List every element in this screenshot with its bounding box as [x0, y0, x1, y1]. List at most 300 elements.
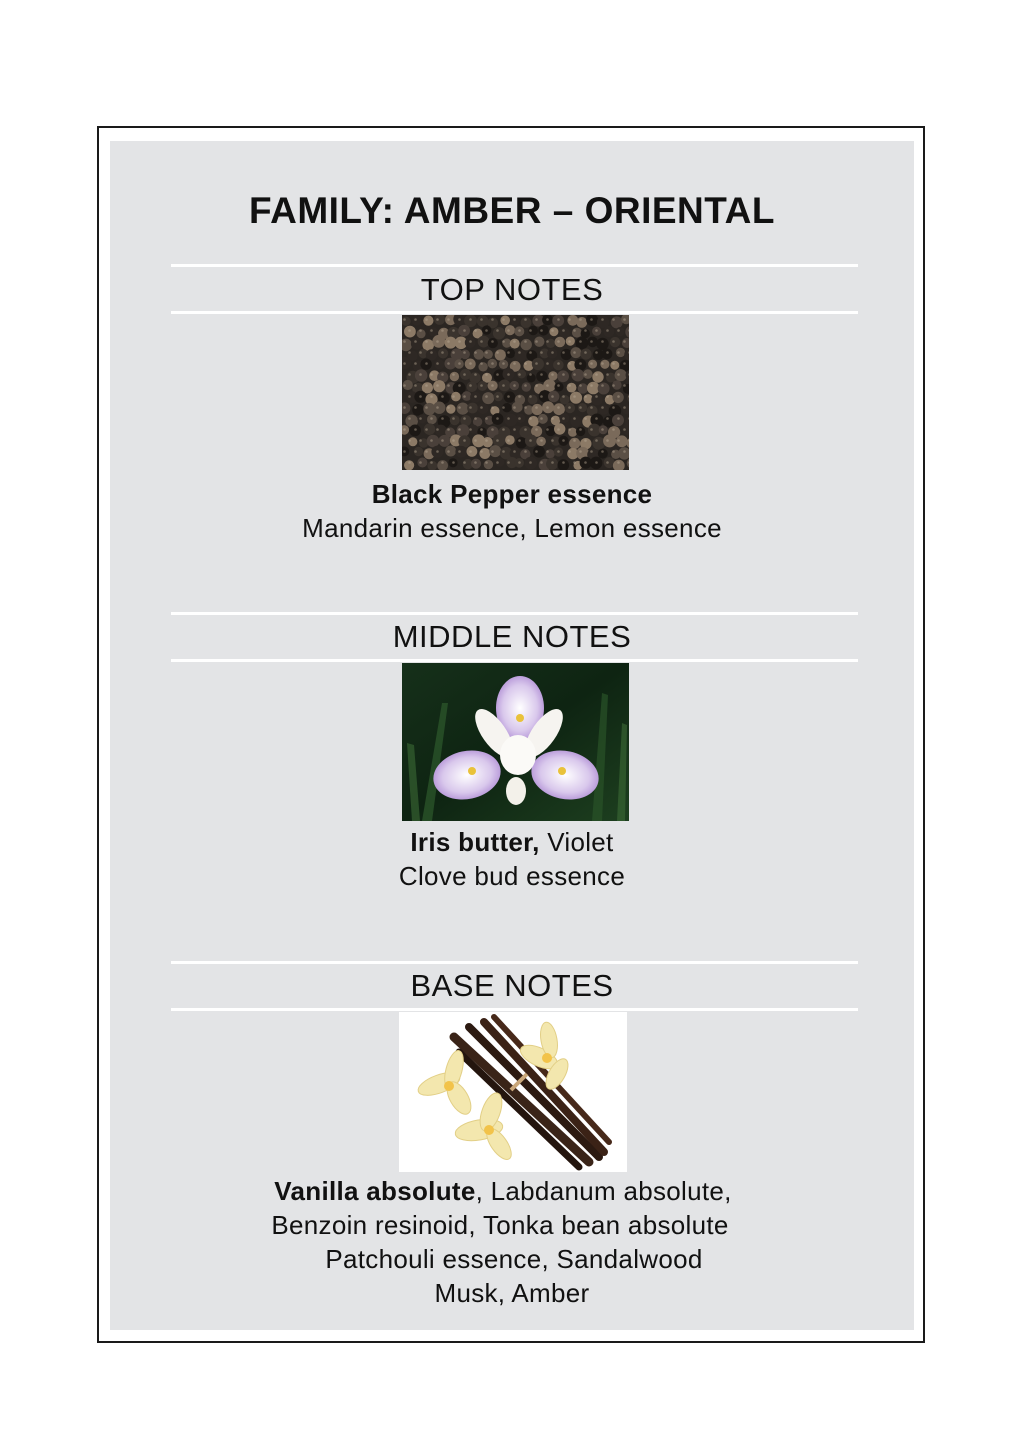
peppercorn-highlight	[436, 406, 439, 409]
peppercorn-highlight	[441, 395, 444, 398]
peppercorn-highlight	[606, 395, 609, 398]
peppercorn-highlight	[452, 329, 455, 332]
middle-notes-heading: MIDDLE NOTES	[392, 619, 632, 654]
peppercorn-highlight	[606, 329, 609, 332]
peppercorn-highlight	[419, 351, 422, 354]
peppercorn-highlight	[436, 428, 439, 431]
peppercorn-highlight	[491, 340, 494, 343]
peppercorn-highlight	[491, 450, 494, 453]
peppercorn-highlight	[474, 395, 477, 398]
peppercorn-highlight	[469, 428, 472, 431]
peppercorn-highlight	[419, 439, 422, 442]
peppercorn-highlight	[595, 461, 598, 464]
peppercorn-highlight	[590, 384, 593, 387]
peppercorn-highlight	[480, 384, 483, 387]
peppercorn-highlight	[425, 450, 428, 453]
peppercorn	[572, 369, 585, 382]
peppercorn-highlight	[562, 329, 565, 332]
peppercorn-highlight	[507, 351, 510, 354]
peppercorn	[602, 349, 613, 360]
peppercorn-highlight	[513, 406, 516, 409]
peppercorn-highlight	[590, 406, 593, 409]
peppercorn-highlight	[612, 406, 615, 409]
peppercorn-highlight	[579, 428, 582, 431]
peppercorn-highlight	[623, 384, 626, 387]
peppercorn-highlight	[540, 461, 543, 464]
peppercorn-highlight	[458, 406, 461, 409]
peppercorn-highlight	[546, 428, 549, 431]
peppercorn	[612, 414, 624, 426]
peppercorn-highlight	[436, 340, 439, 343]
note-text: Patchouli essence, Sandalwood	[325, 1244, 703, 1274]
peppercorn	[484, 350, 493, 359]
peppercorn-highlight	[403, 450, 406, 453]
peppercorn	[427, 435, 440, 448]
peppercorn-highlight	[496, 461, 499, 464]
note-text: Benzoin resinoid, Tonka bean absolute	[271, 1210, 729, 1240]
peppercorn-highlight	[419, 461, 422, 464]
peppercorn-highlight	[546, 384, 549, 387]
peppercorn-highlight	[485, 373, 488, 376]
peppercorn-highlight	[469, 406, 472, 409]
peppercorn-highlight	[513, 362, 516, 365]
peppercorn	[528, 395, 538, 405]
peppercorn-highlight	[584, 395, 587, 398]
peppercorn-highlight	[502, 384, 505, 387]
peppercorn-highlight	[458, 318, 461, 321]
peppercorn-highlight	[425, 428, 428, 431]
peppercorn-highlight	[551, 461, 554, 464]
peppercorn	[505, 414, 518, 427]
peppercorn	[433, 380, 445, 392]
peppercorn	[570, 347, 581, 358]
peppercorn-highlight	[414, 428, 417, 431]
top-notes-list	[0, 477, 1024, 545]
peppercorn-highlight	[458, 362, 461, 365]
peppercorn-highlight	[408, 351, 411, 354]
peppercorn	[450, 415, 460, 425]
peppercorn-highlight	[568, 318, 571, 321]
peppercorn-highlight	[430, 461, 433, 464]
peppercorn	[538, 325, 549, 336]
peppercorn-highlight	[529, 395, 532, 398]
peppercorn	[467, 382, 478, 393]
peppercorn	[515, 350, 527, 362]
peppercorn	[412, 404, 424, 416]
peppercorn	[554, 423, 565, 434]
peppercorn-highlight	[551, 395, 554, 398]
peppercorn-highlight	[403, 318, 406, 321]
peppercorn-highlight	[408, 439, 411, 442]
peppercorn-highlight	[557, 340, 560, 343]
peppercorn-highlight	[606, 373, 609, 376]
peppercorn-highlight	[436, 450, 439, 453]
peppercorn-highlight	[551, 373, 554, 376]
note-line	[4, 1242, 1024, 1276]
peppercorn	[592, 437, 605, 450]
peppercorn-highlight	[491, 428, 494, 431]
peppercorn-highlight	[551, 329, 554, 332]
peppercorn-highlight	[584, 373, 587, 376]
peppercorn	[433, 402, 445, 414]
peppercorn-highlight	[480, 318, 483, 321]
peppercorn-highlight	[540, 329, 543, 332]
peppercorn	[538, 414, 548, 424]
peppercorn-highlight	[480, 406, 483, 409]
peppercorn-highlight	[408, 373, 411, 376]
peppercorn	[489, 445, 501, 457]
peppercorn-highlight	[463, 461, 466, 464]
peppercorn	[423, 316, 433, 326]
peppercorn-highlight	[419, 373, 422, 376]
peppercorn-highlight	[491, 362, 494, 365]
peppercorn-highlight	[562, 439, 565, 442]
peppercorn-highlight	[524, 428, 527, 431]
peppercorn	[477, 315, 489, 327]
peppercorn-highlight	[612, 384, 615, 387]
peppercorn	[610, 361, 619, 370]
peppercorn-highlight	[551, 351, 554, 354]
peppercorn	[446, 404, 455, 413]
peppercorn-highlight	[579, 384, 582, 387]
peppercorn-highlight	[579, 318, 582, 321]
peppercorn-highlight	[584, 329, 587, 332]
peppercorn	[574, 359, 586, 371]
peppercorn-highlight	[601, 384, 604, 387]
peppercorn	[576, 427, 585, 436]
peppercorn	[417, 458, 427, 468]
peppercorn-highlight	[557, 318, 560, 321]
peppercorn-highlight	[590, 450, 593, 453]
divider-rule	[171, 1008, 858, 1011]
note-bold: Vanilla absolute	[274, 1176, 476, 1206]
peppercorn-highlight	[414, 450, 417, 453]
peppercorn-highlight	[529, 461, 532, 464]
peppercorn-highlight	[441, 417, 444, 420]
peppercorn-highlight	[419, 329, 422, 332]
peppercorn	[478, 336, 490, 348]
peppercorn-highlight	[617, 329, 620, 332]
peppercorn	[545, 426, 555, 436]
peppercorn-highlight	[546, 340, 549, 343]
peppercorn-highlight	[480, 340, 483, 343]
peppercorn	[460, 350, 470, 360]
peppercorn-highlight	[524, 340, 527, 343]
peppercorn-highlight	[474, 351, 477, 354]
peppercorn-highlight	[623, 362, 626, 365]
vanilla-pods-photo	[399, 1012, 627, 1172]
peppercorn	[493, 327, 505, 339]
peppercorn-highlight	[452, 395, 455, 398]
peppercorn	[429, 327, 438, 336]
peppercorn-highlight	[595, 373, 598, 376]
peppercorn-highlight	[562, 395, 565, 398]
peppercorn-highlight	[463, 439, 466, 442]
middle-notes-list	[0, 825, 1024, 893]
peppercorn-highlight	[529, 329, 532, 332]
peppercorn-highlight	[447, 362, 450, 365]
peppercorn	[576, 317, 587, 328]
divider-rule	[171, 264, 858, 267]
peppercorn-highlight	[447, 406, 450, 409]
peppercorn-highlight	[524, 406, 527, 409]
peppercorn-highlight	[546, 406, 549, 409]
page-title: FAMILY: AMBER – ORIENTAL	[249, 190, 775, 231]
peppercorn-highlight	[507, 461, 510, 464]
peppercorn	[510, 339, 520, 349]
peppercorn-highlight	[590, 340, 593, 343]
peppercorn-highlight	[441, 351, 444, 354]
peppercorn-highlight	[513, 450, 516, 453]
peppercorn-highlight	[469, 450, 472, 453]
peppercorn	[412, 316, 421, 325]
peppercorn	[484, 460, 493, 469]
peppercorn-highlight	[474, 461, 477, 464]
peppercorn	[506, 349, 515, 358]
peppercorn-highlight	[425, 362, 428, 365]
peppercorn-highlight	[507, 395, 510, 398]
peppercorn-highlight	[408, 417, 411, 420]
peppercorn-highlight	[623, 428, 626, 431]
peppercorn-highlight	[546, 362, 549, 365]
peppercorn-highlight	[595, 439, 598, 442]
peppercorn-highlight	[452, 373, 455, 376]
peppercorn-highlight	[436, 384, 439, 387]
peppercorn-highlight	[579, 450, 582, 453]
peppercorn-highlight	[430, 395, 433, 398]
peppercorn-highlight	[447, 340, 450, 343]
peppercorn-highlight	[430, 351, 433, 354]
peppercorn-highlight	[408, 329, 411, 332]
peppercorn-highlight	[408, 461, 411, 464]
peppercorn-highlight	[617, 351, 620, 354]
peppercorn-highlight	[557, 384, 560, 387]
peppercorn-highlight	[513, 340, 516, 343]
peppercorn-highlight	[540, 373, 543, 376]
peppercorn-highlight	[441, 373, 444, 376]
peppercorn-highlight	[540, 439, 543, 442]
peppercorn-highlight	[529, 439, 532, 442]
peppercorn-highlight	[463, 329, 466, 332]
peppercorn-highlight	[584, 461, 587, 464]
peppercorn-highlight	[573, 395, 576, 398]
peppercorn-highlight	[518, 417, 521, 420]
peppercorn-highlight	[403, 406, 406, 409]
peppercorn	[598, 449, 608, 459]
peppercorn	[572, 328, 582, 338]
peppercorn-highlight	[469, 384, 472, 387]
peppercorn	[596, 338, 608, 350]
peppercorn-highlight	[502, 450, 505, 453]
peppercorn-highlight	[419, 395, 422, 398]
peppercorn-highlight	[496, 351, 499, 354]
peppercorn	[532, 404, 543, 415]
note-line	[0, 859, 1024, 893]
peppercorn-highlight	[436, 362, 439, 365]
peppercorn-highlight	[502, 362, 505, 365]
peppercorn	[560, 328, 570, 338]
peppercorn-highlight	[590, 362, 593, 365]
peppercorn-highlight	[430, 329, 433, 332]
peppercorn-highlight	[463, 373, 466, 376]
divider-rule	[171, 311, 858, 314]
peppercorn-highlight	[496, 439, 499, 442]
peppercorn-highlight	[573, 439, 576, 442]
peppercorn-highlight	[612, 318, 615, 321]
peppercorn-highlight	[403, 428, 406, 431]
peppercorn-highlight	[447, 318, 450, 321]
peppercorn	[467, 446, 478, 457]
peppercorn	[432, 335, 445, 348]
peppercorn-highlight	[606, 351, 609, 354]
peppercorn-highlight	[524, 362, 527, 365]
note-line	[0, 1208, 1024, 1242]
peppercorn-highlight	[573, 351, 576, 354]
peppercorn	[561, 349, 572, 360]
peppercorn-highlight	[595, 329, 598, 332]
peppercorn-highlight	[557, 362, 560, 365]
peppercorn-highlight	[617, 373, 620, 376]
peppercorn-highlight	[573, 417, 576, 420]
peppercorn-highlight	[513, 428, 516, 431]
peppercorn-highlight	[595, 417, 598, 420]
peppercorn-highlight	[623, 406, 626, 409]
peppercorn-highlight	[568, 362, 571, 365]
peppercorn-highlight	[590, 318, 593, 321]
peppercorn-highlight	[595, 395, 598, 398]
peppercorn-highlight	[595, 351, 598, 354]
peppercorn	[434, 359, 444, 369]
peppercorn	[570, 392, 582, 404]
peppercorn-highlight	[513, 384, 516, 387]
peppercorn-highlight	[414, 318, 417, 321]
peppercorn-highlight	[573, 373, 576, 376]
peppercorn-highlight	[601, 340, 604, 343]
peppercorn-highlight	[414, 362, 417, 365]
note-text: , Labdanum absolute,	[475, 1176, 732, 1206]
note-line	[0, 511, 1024, 545]
peppercorn-highlight	[535, 406, 538, 409]
peppercorn-highlight	[425, 384, 428, 387]
peppercorn	[570, 416, 581, 427]
peppercorn-highlight	[518, 351, 521, 354]
peppercorn-highlight	[496, 373, 499, 376]
peppercorn	[598, 383, 610, 395]
peppercorn-highlight	[491, 384, 494, 387]
peppercorn-highlight	[474, 417, 477, 420]
peppercorn-highlight	[447, 450, 450, 453]
peppercorn-highlight	[535, 318, 538, 321]
peppercorn-highlight	[562, 351, 565, 354]
divider-rule	[171, 659, 858, 662]
peppercorn-highlight	[441, 439, 444, 442]
note-text: Musk, Amber	[434, 1278, 590, 1308]
note-bold: Black Pepper essence	[371, 479, 653, 509]
peppercorn-highlight	[568, 450, 571, 453]
peppercorn-highlight	[458, 428, 461, 431]
peppercorn	[482, 392, 494, 404]
peppercorn-highlight	[623, 450, 626, 453]
note-line	[0, 825, 1024, 859]
peppercorn-highlight	[419, 417, 422, 420]
peppercorn-highlight	[601, 450, 604, 453]
peppercorn-highlight	[425, 406, 428, 409]
peppercorn-highlight	[408, 395, 411, 398]
peppercorn	[580, 349, 591, 360]
peppercorn-highlight	[403, 362, 406, 365]
peppercorn-highlight	[507, 329, 510, 332]
peppercorn-highlight	[568, 406, 571, 409]
peppercorn	[478, 403, 489, 414]
peppercorn-highlight	[474, 439, 477, 442]
peppercorn	[493, 434, 506, 447]
note-text: Clove bud essence	[398, 861, 626, 891]
peppercorn-highlight	[584, 351, 587, 354]
peppercorn-highlight	[480, 428, 483, 431]
peppercorn-highlight	[617, 461, 620, 464]
peppercorn-highlight	[612, 362, 615, 365]
peppercorn-highlight	[590, 428, 593, 431]
peppercorn-highlight	[474, 373, 477, 376]
peppercorn-highlight	[546, 450, 549, 453]
peppercorn	[557, 370, 569, 382]
peppercorn-highlight	[447, 384, 450, 387]
peppercorn	[479, 448, 490, 459]
peppercorn-highlight	[529, 417, 532, 420]
peppercorn-highlight	[551, 439, 554, 442]
peppercorn	[445, 446, 456, 457]
peppercorn-highlight	[430, 417, 433, 420]
peppercorn-highlight	[518, 395, 521, 398]
peppercorn-highlight	[485, 417, 488, 420]
peppercorn	[615, 327, 624, 336]
peppercorn	[478, 362, 487, 371]
peppercorn-highlight	[452, 417, 455, 420]
peppercorn-highlight	[458, 340, 461, 343]
peppercorn-highlight	[425, 318, 428, 321]
peppercorn	[500, 316, 510, 326]
peppercorn-highlight	[579, 340, 582, 343]
peppercorn-highlight	[529, 373, 532, 376]
peppercorn-highlight	[496, 395, 499, 398]
note-line	[0, 1174, 1024, 1208]
peppercorn-highlight	[601, 428, 604, 431]
peppercorn-highlight	[447, 428, 450, 431]
peppercorn-highlight	[441, 461, 444, 464]
peppercorn-highlight	[491, 318, 494, 321]
peppercorn-highlight	[485, 439, 488, 442]
peppercorn-highlight	[524, 384, 527, 387]
note-text: Mandarin essence, Lemon essence	[302, 513, 722, 543]
peppercorn-highlight	[557, 428, 560, 431]
peppercorn-highlight	[518, 439, 521, 442]
peppercorn-highlight	[502, 428, 505, 431]
peppercorn-highlight	[518, 373, 521, 376]
peppercorn-highlight	[507, 439, 510, 442]
peppercorn-highlight	[414, 384, 417, 387]
peppercorn-highlight	[601, 406, 604, 409]
peppercorn	[474, 349, 484, 359]
peppercorn-highlight	[458, 450, 461, 453]
peppercorn-highlight	[606, 417, 609, 420]
peppercorn	[603, 434, 616, 447]
peppercorn-highlight	[485, 351, 488, 354]
peppercorn	[462, 391, 472, 401]
peppercorn-highlight	[535, 450, 538, 453]
peppercorn-highlight	[535, 428, 538, 431]
peppercorn-highlight	[430, 439, 433, 442]
peppercorn-highlight	[573, 329, 576, 332]
